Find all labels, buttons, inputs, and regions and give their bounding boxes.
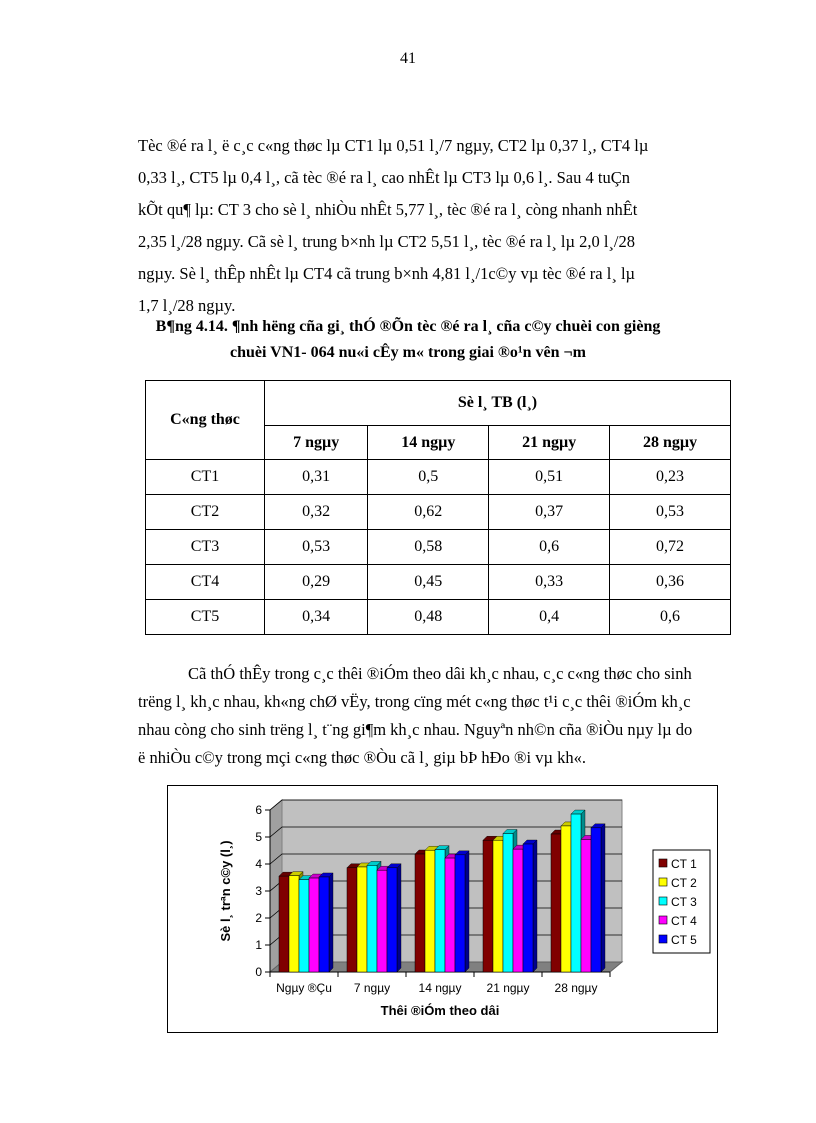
table-row [146, 495, 731, 530]
x-tick-label: 14 ngµy [418, 981, 462, 995]
cell: 0,37 [489, 495, 610, 530]
bar-side [601, 824, 605, 972]
cell: 0,5 [368, 460, 489, 495]
y-tick-label: 2 [255, 911, 262, 925]
bar [279, 876, 289, 972]
paragraph-line: ë nhiÒu c©y trong mçi c«ng thøc ®Òu cã l¸ giµ bÞ hÐo ®i vµ kh«. [138, 748, 586, 767]
cell: 0,48 [368, 600, 489, 635]
bar [571, 814, 581, 972]
bar [289, 876, 299, 972]
y-tick-label: 4 [255, 857, 262, 871]
cell: 0,29 [265, 565, 368, 600]
cell: 0,4 [489, 600, 610, 635]
cell: 0,45 [368, 565, 489, 600]
bar [319, 877, 329, 972]
y-tick-label: 0 [255, 965, 262, 979]
header-day-21: 21 ngµy [489, 426, 610, 460]
bar [561, 826, 571, 972]
bar [357, 867, 367, 972]
paragraph-line: 2,35 l¸/28 ngµy. Cã sè l¸ trung b×nh lµ CT2 5,51 l¸, tèc ®é ra l¸ lµ 2,0 l¸/28 [138, 232, 636, 251]
bar-side [397, 864, 401, 972]
page-number: 41 [400, 50, 416, 67]
bar [415, 854, 425, 972]
table-row [146, 600, 731, 635]
legend-swatch [659, 897, 667, 905]
cell: 0,62 [368, 495, 489, 530]
paragraph-discussion [138, 660, 743, 772]
bar-side [465, 851, 469, 972]
bar [483, 840, 493, 972]
header-day-7: 7 ngµy [265, 426, 368, 460]
cell: 0,51 [489, 460, 610, 495]
legend-label: CT 2 [671, 876, 697, 890]
bar [513, 849, 523, 972]
row-label: CT4 [146, 565, 265, 600]
bar-side [533, 840, 537, 972]
cell: 0,72 [610, 530, 731, 565]
paragraph-line: trëng l¸ kh¸c nhau, kh«ng chØ vËy, trong cïng mét c«ng thøc t¹i c¸c thêi ®iÓm kh¸c [138, 692, 691, 711]
row-label: CT5 [146, 600, 265, 635]
paragraph-line: nhau còng cho sinh trëng l¸ t¨ng gi¶m kh¸c nhau. Nguyªn nh©n cña ®iÒu nµy lµ do [138, 720, 693, 739]
header-formula: C«ng thøc [146, 381, 265, 460]
paragraph-line: ngµy. Sè l¸ thÊp nhÊt lµ CT4 cã trung b×nh 4,81 l¸/1c©y vµ tèc ®é ra l¸ lµ [138, 264, 636, 283]
cell: 0,33 [489, 565, 610, 600]
bar [503, 833, 513, 972]
paragraph-line: 1,7 l¸/28 ngµy. [138, 296, 236, 315]
header-day-28: 28 ngµy [610, 426, 731, 460]
bar [425, 850, 435, 972]
bar [591, 828, 601, 972]
legend-label: CT 1 [671, 857, 697, 871]
y-axis-title: Sè l¸ trªn c©y (l¸) [218, 840, 233, 942]
cell: 0,6 [610, 600, 731, 635]
table-row [146, 530, 731, 565]
paragraph-line: Tèc ®é ra l¸ ë c¸c c«ng thøc lµ CT1 lµ 0,51 l¸/7 ngµy, CT2 lµ 0,37 l¸, CT4 lµ [138, 136, 649, 155]
cell: 0,34 [265, 600, 368, 635]
table-caption-line-1: B¶ng 4.14. ¶nh hëng cña gi¸ thÓ ®Õn tèc ®é ra l¸ cña c©y chuèi con gièng [155, 318, 661, 335]
bar-side [329, 873, 333, 972]
x-tick-label: 28 ngµy [554, 981, 598, 995]
cell: 0,31 [265, 460, 368, 495]
legend-label: CT 5 [671, 933, 697, 947]
row-label: CT3 [146, 530, 265, 565]
bar [493, 840, 503, 972]
legend-swatch [659, 859, 667, 867]
cell: 0,36 [610, 565, 731, 600]
leaf-rate-table [145, 380, 731, 635]
bar [455, 855, 465, 972]
bar [445, 858, 455, 972]
y-tick-label: 1 [255, 938, 262, 952]
legend-label: CT 4 [671, 914, 697, 928]
paragraph-leaf-rate [138, 130, 743, 322]
bar [299, 880, 309, 972]
cell: 0,53 [265, 530, 368, 565]
bar [387, 868, 397, 972]
x-tick-label: Ngµy ®Çu [276, 981, 332, 995]
bar [347, 868, 357, 972]
bar [523, 844, 533, 972]
bar [377, 870, 387, 972]
header-leaf-count: Sè l¸ TB (l¸) [265, 381, 731, 426]
y-tick-label: 3 [255, 884, 262, 898]
leaf-count-chart [167, 785, 718, 1033]
bar [581, 839, 591, 972]
table-row [146, 460, 731, 495]
legend-swatch [659, 916, 667, 924]
row-label: CT2 [146, 495, 265, 530]
cell: 0,6 [489, 530, 610, 565]
table-row [146, 565, 731, 600]
x-axis-title: Thêi ®iÓm theo dâi [380, 1003, 500, 1018]
header-day-14: 14 ngµy [368, 426, 489, 460]
x-tick-label: 21 ngµy [486, 981, 530, 995]
legend-label: CT 3 [671, 895, 697, 909]
bar [551, 834, 561, 972]
bar [435, 850, 445, 972]
cell: 0,58 [368, 530, 489, 565]
bar [367, 865, 377, 972]
paragraph-line: Cã thÓ thÊy trong c¸c thêi ®iÓm theo dâi kh¸c nhau, c¸c c«ng thøc cho sinh [188, 664, 692, 683]
row-label: CT1 [146, 460, 265, 495]
y-tick-label: 6 [255, 803, 262, 817]
bar [309, 878, 319, 972]
x-tick-label: 7 ngµy [353, 981, 391, 995]
cell: 0,32 [265, 495, 368, 530]
legend-swatch [659, 935, 667, 943]
table-caption-line-2: chuèi VN1- 064 nu«i cÊy m« trong giai ®o¹n vên ¬m [230, 344, 586, 361]
paragraph-line: 0,33 l¸, CT5 lµ 0,4 l¸, cã tèc ®é ra l¸ cao nhÊt lµ CT3 lµ 0,6 l¸. Sau 4 tuÇn [138, 168, 630, 187]
cell: 0,23 [610, 460, 731, 495]
paragraph-line: kÕt qu¶ lµ: CT 3 cho sè l¸ nhiÒu nhÊt 5,77 l¸, tèc ®é ra l¸ còng nhanh nhÊt [138, 200, 638, 219]
cell: 0,53 [610, 495, 731, 530]
chart-svg [168, 786, 717, 1032]
legend-swatch [659, 878, 667, 886]
y-tick-label: 5 [255, 830, 262, 844]
